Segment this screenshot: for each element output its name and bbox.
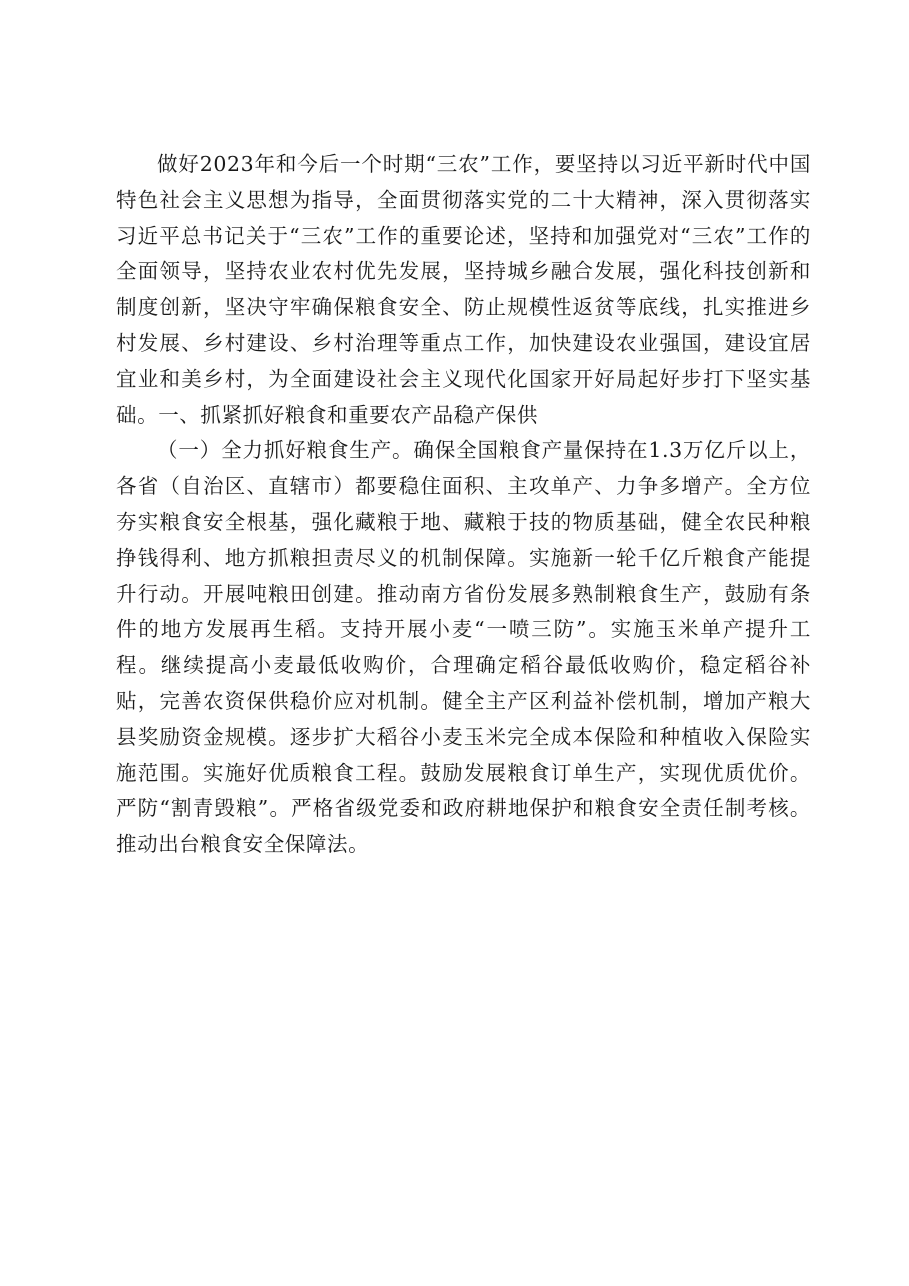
- paragraph-grain-production: （一）全力抓好粮食生产。确保全国粮食产量保持在1.3万亿斤以上，各省（自治区、直辖市）都要稳住面积、主攻单产、力争多增产。全方位夯实粮食安全根基，强化藏粮于地、藏粮于技的物质基础，健全农民种粮挣钱得利、地方抓粮担责尽义的机制保障。实施新一轮千亿斤粮食产能提升行动。开展吨粮田创建。推动南方省份发展多熟制粮食生产，鼓励有条件的地方发展再生稻。支持开展小麦“一喷三防”。实施玉米单产提升工程。继续提高小麦最低收购价，合理确定稻谷最低收购价，稳定稻谷补贴，完善农资保供稳价应对机制。健全主产区利益补偿机制，增加产粮大县奖励资金规模。逐步扩大稻谷小麦玉米完全成本保险和种植收入保险实施范围。实施好优质粮食工程。鼓励发展粮食订单生产，实现优质优价。严防“割青毁粮”。严格省级党委和政府耕地保护和粮食安全责任制考核。推动出台粮食安全保障法。: [116, 438, 811, 857]
- paragraph-intro: 做好2023年和今后一个时期“三农”工作，要坚持以习近平新时代中国特色社会主义思想为指导，全面贯彻落实党的二十大精神，深入贯彻落实习近平总书记关于“三农”工作的重要论述，坚持和加强党对“三农”工作的全面领导，坚持农业农村优先发展，坚持城乡融合发展，强化科技创新和制度创新，坚决守牢确保粮食安全、防止规模性返贫等底线，扎实推进乡村发展、乡村建设、乡村治理等重点工作，加快建设农业强国，建设宜居宜业和美乡村，为全面建设社会主义现代化国家开好局起好步打下坚实基础。一、抓紧抓好粮食和重要农产品稳产保供: [116, 152, 811, 427]
- document-body: [116, 147, 811, 863]
